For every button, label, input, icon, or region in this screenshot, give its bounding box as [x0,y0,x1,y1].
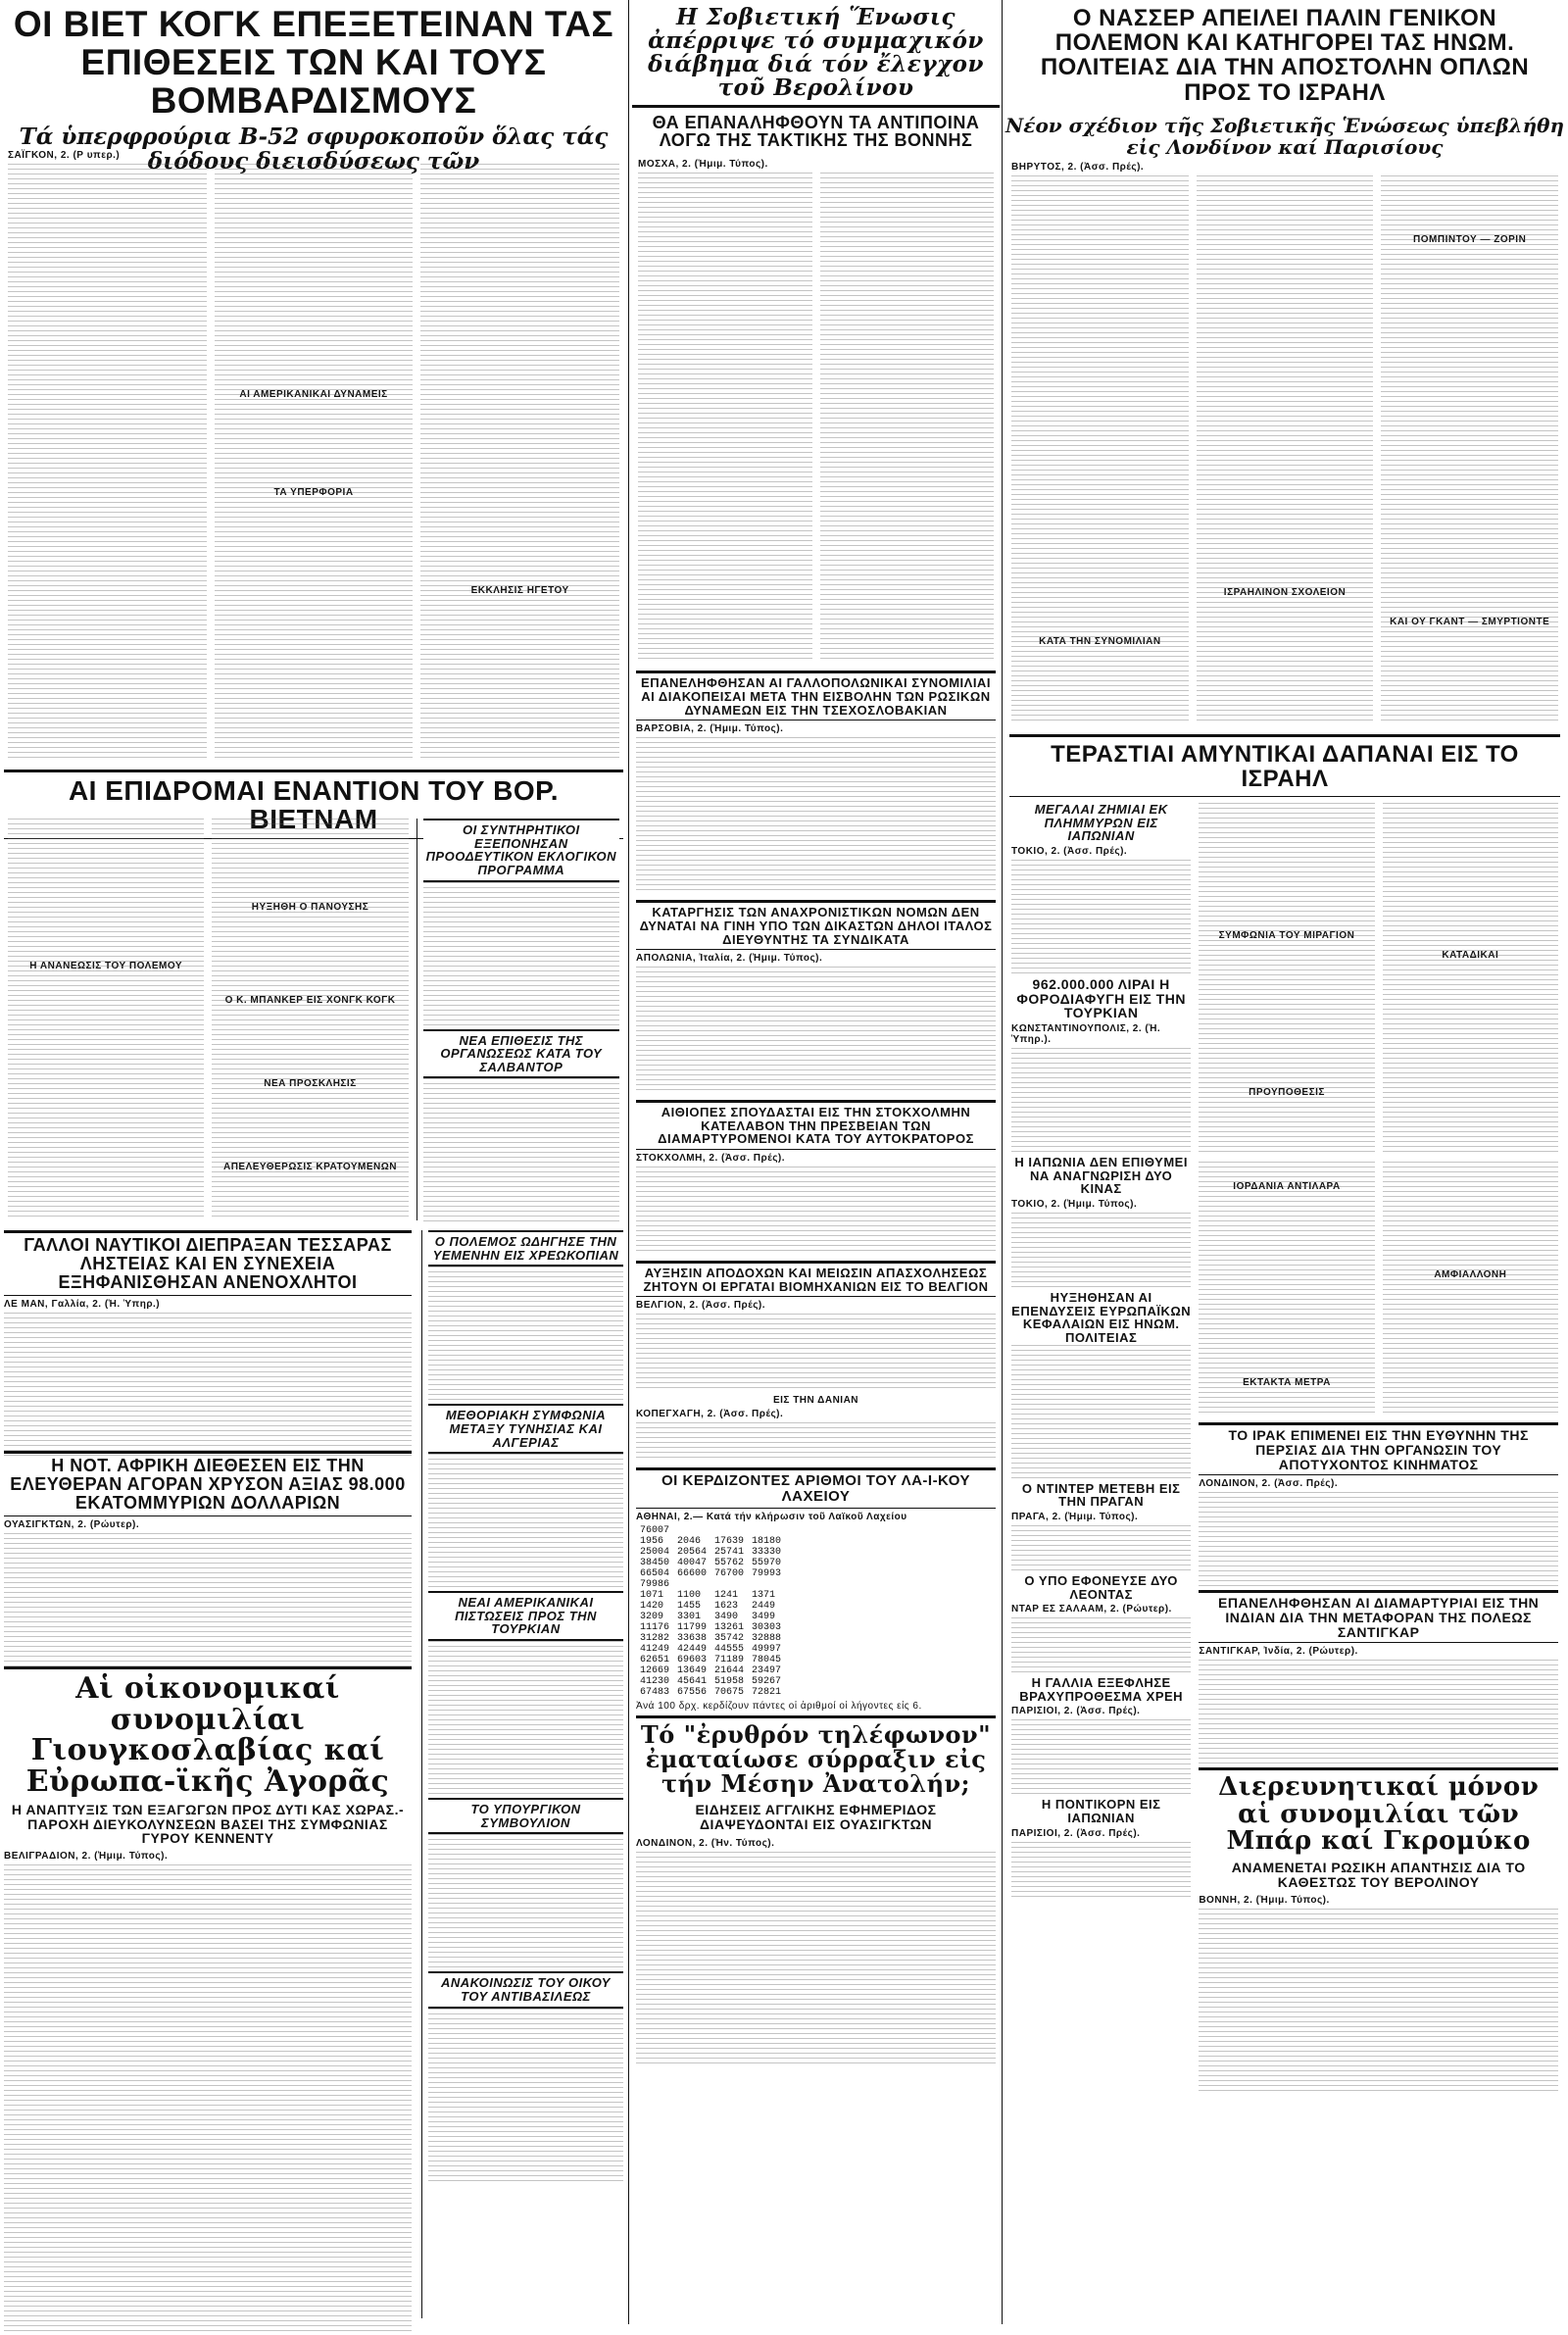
headline-soviet: Η Σοβιετική Ἕνωσις ἀπέρριψε τό συμμαχικόν διάβημα διά τόν ἔλεγχον τοῦ Βερολίνου [648,4,984,102]
headline-santiago: ΕΠΑΝΕΛΗΦΘΗΣΑΝ ΑΙ ΔΙΑΜΑΡΤΥΡΙΑΙ ΕΙΣ ΤΗΝ ΙΝΔΙΑΝ ΔΙΑ ΤΗΝ ΜΕΤΑΦΟΡΑΝ ΤΗΣ ΠΟΛΕΩΣ ΣΑΝΤΙΓΚΑΡ [1218,1595,1540,1640]
headline-france-debt: Η ΓΑΛΛΙΑ ΕΞΕΦΛΗΣΕ ΒΡΑΧΥΠΡΟΘΕΣΜΑ ΧΡΕΗ [1019,1675,1184,1704]
lottery-number: 66600 [677,1567,708,1579]
subhead-yugo: Η ΑΝΑΠΤΥΞΙΣ ΤΩΝ ΕΞΑΓΩΓΩΝ ΠΡΟΣ ΔΥΤΙ ΚΑΣ ΧΩΡΑΣ.- ΠΑΡΟΧΗ ΔΙΕΥΚΟΛΥΝΣΕΩΝ ΒΑΣΕΙ ΤΗΣ ΣΥΜΦΩΝΙΑΣ ΓΥΡΟΥ ΚΕΝΝΕΝΤΥ [11,1802,405,1847]
lottery-number: 25741 [714,1546,745,1558]
lottery-number: 25004 [640,1546,670,1558]
headline-afriki: Η ΝΟΤ. ΑΦΡΙΚΗ ΔΙΕΘΕΣΕΝ ΕΙΣ ΤΗΝ ΕΛΕΥΘΕΡΑΝ ΑΓΟΡΑΝ ΧΡΥΣΟΝ ΑΞΙΑΣ 98.000 ΕΚΑΤΟΜΜΥΡΙΩΝ ΔΟΛΛΑΡΙΩΝ [10,1456,406,1513]
lottery-row [636,1579,785,1590]
section-redphone [632,1715,1000,2067]
lottery-number: 71189 [714,1654,745,1665]
headline-lottery: ΟΙ ΚΕΡΔΙΖΟΝΤΕΣ ΑΡΙΘΜΟΙ ΤΟΥ ΛΑ-Ι-ΚΟΥ ΛΑΧΕΙΟΥ [662,1472,970,1506]
column-left [0,0,627,2324]
label-mirayion: ΣΥΜΦΩΝΙΑ ΤΟΥ ΜΙΡΑΓΙΟΝ [1199,930,1374,941]
lottery-number: 11799 [677,1621,708,1633]
lottery-number: 20564 [677,1546,708,1558]
side-box-3 [428,1230,623,1267]
dateline-redphone: ΛΟΝΔΙΝΟΝ, 2. (Ἡν. Τύπος). [636,1837,775,1849]
headline-lions: Ο ΥΠΟ ΕΦΟΝΕΥΣΕ ΔΥΟ ΛΕΟΝΤΑΣ [1024,1572,1178,1602]
lottery-number: 51958 [714,1675,745,1687]
headline-pontikorn: Η ΠΟΝΤΙΚΟΡΝ ΕΙΣ ΙΑΠΩΝΙΑΝ [1041,1797,1161,1826]
headline-talks: Διερευνητικαί μόνον αἱ συνομιλίαι τῶν Μπάρ καί Γκρομύκο [1218,1772,1540,1856]
dateline-france-debt: ΠΑΡΙΣΙΟΙ, 2. (Ἀσσ. Πρές). [1011,1706,1141,1717]
lottery-number: 21644 [714,1664,745,1676]
section-belgium [632,1261,1000,1462]
dateline-japan-china: ΤΟΚΙΟ, 2. (Ἡμιμ. Τύπος). [1011,1199,1138,1211]
label-mpanker: Ο Κ. ΜΠΑΝΚΕΡ ΕΙΣ ΧΟΝΓΚ ΚΟΓΚ [212,995,408,1006]
lottery-number: 13261 [714,1621,745,1633]
side-box-4 [428,1404,623,1454]
lottery-number: 1420 [640,1600,664,1612]
headline-galloi: ΓΑΛΛΟΙ ΝΑΥΤΙΚΟΙ ΔΙΕΠΡΑΞΑΝ ΤΕΣΣΑΡΑΣ ΛΗΣΤΕΙΑΣ ΚΑΙ ΕΝ ΣΥΝΕΧΕΙΑ ΕΞΗΦΑΝΙΣΘΗΣΑΝ ΑΝΕΝΟΧΛΗΤΟΙ [24,1235,392,1292]
lottery-number: 78045 [752,1654,782,1665]
lottery-footer: Ἀνά 100 δρχ. κερδίζουν πάντες οἱ ἀριθμοί οἱ λήγοντες εἰς 6. [636,1700,922,1712]
section-yugo [4,1666,412,2335]
side-column-briefs [421,1230,623,2318]
lottery-row [636,1612,785,1622]
lottery-number: 13649 [677,1664,708,1676]
lottery-number [710,1525,748,1536]
side-box-1 [423,819,619,882]
label-amphiallosi: ΑΜΦΙΑΛΛΟΝΗ [1383,1269,1558,1280]
headline-iraq: ΤΟ ΙΡΑΚ ΕΠΙΜΕΝΕΙ ΕΙΣ ΤΗΝ ΕΥΘΥΝΗΝ ΤΗΣ ΠΕΡΣΙΑΣ ΔΙΑ ΤΗΝ ΟΡΓΑΝΩΣΙΝ ΤΟΥ ΑΠΟΤΥΧΟΝΤΟΣ ΚΙΝΗΜΑΤΟΣ [1228,1427,1529,1472]
label-americans: ΑΙ ΑΜΕΡΙΚΑΝΙΚΑΙ ΔΥΝΑΜΕΙΣ [215,389,414,400]
lottery-row [636,1568,785,1579]
lottery-number: 40047 [677,1557,708,1568]
lottery-number: 1623 [714,1600,739,1612]
lottery-number: 67556 [677,1686,708,1698]
defense-left-col [1011,803,1191,2094]
lottery-row [636,1665,785,1676]
lottery-number: 66504 [640,1567,670,1579]
column-right [1005,0,1564,2324]
label-ougant: ΚΑΙ ΟΥ ΓΚΑΝΤ — ΣΜΥΡΤΙΟΝΤΕ [1381,617,1558,627]
dateline-vietcong: ΣΑΪΓΚΟΝ, 2. (Ρ υπερ.) [8,150,121,161]
dateline-soviet: ΜΟΣΧΑ, 2. (Ἡμιμ. Τύπος). [638,159,768,171]
lottery-number: 55970 [752,1557,782,1568]
lottery-number: 1071 [640,1589,664,1601]
label-panousis: ΗΥΞΗΘΗ Ο ΠΑΝΟΥΣΗΣ [212,902,408,913]
dateline-lions: ΝΤΑΡ ΕΣ ΣΑΛΑΑΜ, 2. (Ρώυτερ). [1011,1604,1172,1615]
label-syn: ΚΑΤΑ ΤΗΝ ΣΥΝΟΜΙΛΙΑΝ [1011,636,1189,647]
headline-italy: ΚΑΤΑΡΓΗΣΙΣ ΤΩΝ ΑΝΑΧΡΟΝΙΣΤΙΚΩΝ ΝΟΜΩΝ ΔΕΝ ΔΥΝΑΤΑΙ ΝΑ ΓΙΝΗ ΥΠΟ ΤΩΝ ΔΙΚΑΣΤΩΝ ΔΗΛΟΙ ΙΤΑΛΟΣ ΔΙΕΥΘΥΝΤΗΣ ΤΑ ΣΥΝΔΙΚΑΤΑ [639,905,993,947]
lottery-number: 38450 [640,1557,670,1568]
side-label-3: Ο ΠΟΛΕΜΟΣ ΩΔΗΓΗΣΕ ΤΗΝ ΥΕΜΕΝΗΝ ΕΙΣ ΧΡΕΩΚΟΠΙΑΝ [432,1234,619,1263]
lottery-number: 3490 [714,1611,739,1622]
dateline-denmark: ΚΟΠΕΓΧΑΓΗ, 2. (Ἀσσ. Πρές). [636,1409,784,1420]
lottery-number: 32888 [752,1632,782,1644]
lottery-number: 33330 [752,1546,782,1558]
lottery-number: 33638 [677,1632,708,1644]
section-ethiopians [632,1100,1000,1255]
lottery-row [636,1633,785,1644]
lottery-number: 76007 [640,1524,670,1536]
lottery-number [673,1525,710,1536]
headline-ethiopians: ΑΙΘΙΟΠΕΣ ΣΠΟΥΔΑΣΤΑΙ ΕΙΣ ΤΗΝ ΣΤΟΚΧΟΛΜΗΝ ΚΑΤΕΛΑΒΟΝ ΤΗΝ ΠΡΕΣΒΕΙΑΝ ΤΩΝ ΔΙΑΜΑΡΤΥΡΟΜΕΝΟΙ ΚΑΤΑ ΤΟΥ ΑΥΤΟΚΡΑΤΟΡΟΣ [658,1105,974,1147]
dateline-gallopolish: ΒΑΡΣΟΒΙΑ, 2. (Ἡμιμ. Τύπος). [636,723,784,735]
label-jordan: ΙΟΡΔΑΝΙΑ ΑΝΤΙΛΑΡΑ [1199,1181,1374,1192]
headline-turkey: 962.000.000 ΛΙΡΑΙ Η ΦΟΡΟΔΙΑΦΥΓΗ ΕΙΣ ΤΗΝ ΤΟΥΡΚΙΑΝ [1016,976,1186,1021]
headline-gallopolish: ΕΠΑΝΕΛΗΦΘΗΣΑΝ ΑΙ ΓΑΛΛΟΠΟΛΩΝΙΚΑΙ ΣΥΝΟΜΙΛΙΑΙ ΑΙ ΔΙΑΚΟΠΕΙΣΑΙ ΜΕΤΑ ΤΗΝ ΕΙΣΒΟΛΗΝ ΤΩΝ ΡΩΣΙΚΩΝ ΔΥΝΑΜΕΩΝ ΕΙΣ ΤΗΝ ΤΣΕΧΟΣΛΟΒΑΚΙΑΝ [641,675,991,718]
dateline-talks: ΒΟΝΝΗ, 2. (Ἡμιμ. Τύπος). [1199,1894,1330,1906]
lottery-number: 79986 [640,1578,670,1590]
dateline-nasser: ΒΗΡΥΤΟΣ, 2. (Ἀσσ. Πρές). [1011,161,1145,173]
headline-yugo: Αἱ οἰκονομικαί συνομιλίαι Γιουγκοσλαβίας καί Εὐρωπα-ϊκῆς Ἀγορᾶς [25,1671,390,1799]
dateline-turkey: ΚΩΝΣΤΑΝΤΙΝΟΥΠΟΛΙΣ, 2. (Ἡ. Ὑπηρ.). [1011,1023,1161,1046]
side-box-7 [428,1971,623,2008]
side-box-5 [428,1591,623,1641]
lottery-number: 1371 [752,1589,776,1601]
label-pompidou: ΠΟΜΠΙΝΤΟΥ — ΖΟΡΙΝ [1381,234,1558,245]
lottery-number: 67483 [640,1686,670,1698]
lottery-number: 2046 [677,1535,702,1547]
section-lottery [632,1467,1000,1712]
dateline-pontikorn: ΠΑΡΙΣΙΟΙ, 2. (Ἀσσ. Πρές). [1011,1827,1141,1839]
lottery-number: 11176 [640,1621,670,1633]
label-israel-school: ΙΣΡΑΗΛΙΝΟΝ ΣΧΟΛΕΙΟΝ [1197,587,1374,598]
section-italy [632,900,1000,1094]
label-katadiki: ΚΑΤΑΔΙΚΑΙ [1383,950,1558,961]
headline-dinter: Ο ΝΤΙΝΤΕΡ ΜΕΤΕΒΗ ΕΙΣ ΤΗΝ ΠΡΑΓΑΝ [1021,1480,1181,1510]
lottery-number: 42449 [677,1643,708,1655]
dateline-belgium: ΒΕΛΓΙΟΝ, 2. (Ἀσσ. Πρές). [636,1300,766,1312]
lottery-row [636,1622,785,1633]
label-apeleutheroseis: ΑΠΕΛΕΥΘΕΡΩΣΙΣ ΚΡΑΤΟΥΜΕΝΩΝ [212,1162,408,1172]
column-middle [632,0,1000,2324]
headline-japan-losses: ΜΕΓΑΛΑΙ ΖΗΜΙΑΙ ΕΚ ΠΛΗΜΜΥΡΩΝ ΕΙΣ ΙΑΠΩΝΙΑΝ [1034,802,1168,844]
lottery-number: 35742 [714,1632,745,1644]
article-vietcong-body [8,147,619,765]
lottery-number: 76700 [714,1567,745,1579]
headline-invest: ΗΥΞΗΘΗΣΑΝ ΑΙ ΕΠΕΝΔΥΣΕΙΣ ΕΥΡΩΠΑΪΚΩΝ ΚΕΦΑΛΑΙΩΝ ΕΙΣ ΗΝΩΜ. ΠΟΛΙΤΕΙΑΣ [1011,1290,1192,1345]
headline-vietcong-subhead: Τά ὑπερφρούρια Β-52 σφυροκοποῦν ὅλας τάς διόδους διεισδύσεως τῶν [19,123,609,174]
lottery-number: 17639 [714,1535,745,1547]
column-divider-2 [1002,0,1003,2324]
lottery-row [636,1547,785,1558]
defense-right-col [1199,803,1558,2094]
side-label-7: ΑΝΑΚΟΙΝΩΣΙΣ ΤΟΥ ΟΙΚΟΥ ΤΟΥ ΑΝΤΙΒΑΣΙΛΕΩΣ [441,1975,611,2005]
lottery-number: 3301 [677,1611,702,1622]
lottery-number: 1455 [677,1600,702,1612]
lottery-number: 44555 [714,1643,745,1655]
lottery-number: 70675 [714,1686,745,1698]
lottery-number [673,1579,710,1590]
lottery-table [636,1525,785,1698]
lottery-number: 49997 [752,1643,782,1655]
side-label-6: ΤΟ ΥΠΟΥΡΓΙΚΟΝ ΣΥΜΒΟΥΛΙΟΝ [470,1802,581,1830]
lottery-number: 2449 [752,1600,776,1612]
lottery-number: 59267 [752,1675,782,1687]
dateline-italy: ΑΠΟΛΩΝΙΑ, Ἰταλία, 2. (Ἡμιμ. Τύπος). [636,953,823,965]
label-extakta: ΕΚΤΑΚΤΑ ΜΕΤΡΑ [1199,1377,1374,1388]
label-prosklisis: ΝΕΑ ΠΡΟΣΚΛΗΣΙΣ [212,1078,408,1089]
headline-redphone: Τό "ἐρυθρόν τηλέφωνον" ἐματαίωσε σύρραξιν εἰς τήν Μέσην Ἀνατολήν; [640,1719,992,1799]
label-protomagia: ΠΡΟΥΠΟΘΕΣΙΣ [1199,1087,1374,1098]
lottery-row [636,1590,785,1601]
lottery-number [748,1579,785,1590]
dateline-yugo: ΒΕΛΙΓΡΑΔΙΟΝ, 2. (Ἡμιμ. Τύπος). [4,1851,169,1863]
lottery-number: 45641 [677,1675,708,1687]
dateline-dinter: ΠΡΑΓΑ, 2. (Ἡμιμ. Τύπος). [1011,1511,1139,1522]
lottery-number: 1241 [714,1589,739,1601]
side-label-2: ΝΕΑ ΕΠΙΘΕΣΙΣ ΤΗΣ ΟΡΓΑΝΩΣΕΩΣ ΚΑΤΑ ΤΟΥ ΣΑΛΒΑΝΤΟΡ [440,1032,603,1074]
section-galloi [4,1230,412,1460]
lottery-number: 41230 [640,1675,670,1687]
label-ypourgeio: ΤΑ ΥΠΕΡΦΟΡΙΑ [215,487,414,498]
side-label-4: ΜΕΘΟΡΙΑΚΗ ΣΥΜΦΩΝΙΑ ΜΕΤΑΞΥ ΤΥΝΗΣΙΑΣ ΚΑΙ ΑΛΓΕΡΙΑΣ [445,1408,607,1450]
lottery-row [636,1655,785,1665]
headline-japan-china: Η ΙΑΠΩΝΙΑ ΔΕΝ ΕΠΙΘΥΜΕΙ ΝΑ ΑΝΑΓΝΩΡΙΣΗ ΔΥΟ ΚΙΝΑΣ [1014,1155,1188,1197]
headline-airraids: ΑΙ ΕΠΙΔΡΟΜΑΙ ΕΝΑΝΤΙΟΝ ΤΟΥ ΒΟΡ. ΒΙΕΤΝΑΜ [68,775,560,835]
lottery-number: 62651 [640,1654,670,1665]
lottery-intro: ΑΘΗΝΑΙ, 2.— Κατά τήν κλήρωσιν τοῦ Λαϊκοῦ Λαχείου [636,1511,907,1522]
dateline-afriki: ΟΥΑΣΙΓΚΤΩΝ, 2. (Ρώυτερ). [4,1518,140,1530]
lottery-number: 30303 [752,1621,782,1633]
subhead-soviet: ΘΑ ΕΠΑΝΑΛΗΦΘΟΥΝ ΤΑ ΑΝΤΙΠΟΙΝΑ ΛΟΓΩ ΤΗΣ ΤΑΚΤΙΚΗΣ ΤΗΣ ΒΟΝΝΗΣ [652,112,980,151]
headline-vietcong-title: ΟΙ ΒΙΕΤ ΚΟΓΚ ΕΠΕΞΕΤΕΙΝΑΝ ΤΑΣ ΕΠΙΘΕΣΕΙΣ ΤΩΝ ΚΑΙ ΤΟΥΣ ΒΟΜΒΑΡΔΙΣΜΟΥΣ [13,4,614,121]
dateline-ethiopians: ΣΤΟΚΧΟΛΜΗ, 2. (Ἀσσ. Πρές). [636,1153,786,1165]
article-airraids-body [8,819,619,1220]
lottery-number [710,1579,748,1590]
lottery-row [636,1525,785,1536]
lottery-number: 41249 [640,1643,670,1655]
lottery-number: 3209 [640,1611,664,1622]
dateline-iraq: ΛΟΝΔΙΝΟΝ, 2. (Ἀσσ. Πρές). [1199,1478,1339,1490]
lottery-number: 12669 [640,1664,670,1676]
side-label-5: ΝΕΑΙ ΑΜΕΡΙΚΑΝΙΚΑΙ ΠΙΣΤΩΣΕΙΣ ΠΡΟΣ ΤΗΝ ΤΟΥΡΚΙΑΝ [455,1595,597,1637]
defense-row [1005,797,1564,2094]
lottery-number: 23497 [752,1664,782,1676]
lottery-number: 3499 [752,1611,776,1622]
lottery-number: 1100 [677,1589,702,1601]
lottery-number [748,1525,785,1536]
dateline-santiago: ΣΑΝΤΙΓΚΑΡ, Ἰνδία, 2. (Ρώυτερ). [1199,1646,1358,1658]
subhead-nasser: Νέον σχέδιον τῆς Σοβιετικῆς Ἑνώσεως ὑπεβλήθη εἰς Λονδίνον καί Παρισίους [1005,113,1564,159]
lottery-row [636,1601,785,1612]
section-gallopolish [632,671,1000,894]
label-nyx: ΕΚΚΛΗΣΙΣ ΗΓΕΤΟΥ [420,585,619,596]
side-box-2 [423,1029,619,1079]
lottery-row [636,1644,785,1655]
lottery-row [636,1687,785,1698]
side-label-1: ΟΙ ΣΥΝΤΗΡΗΤΙΚΟΙ ΕΞΕΠΟΝΗΣΑΝ ΠΡΟΟΔΕΥΤΙΚΟΝ ΕΚΛΟΓΙΚΟΝ ΠΡΟΓΡΑΜΜΑ [425,822,617,877]
headline-nasser: Ο ΝΑΣΣΕΡ ΑΠΕΙΛΕΙ ΠΑΛΙΝ ΓΕΝΙΚΟΝ ΠΟΛΕΜΟΝ ΚΑΙ ΚΑΤΗΓΟΡΕΙ ΤΑΣ ΗΝΩΜ. ΠΟΛΙΤΕΙΑΣ ΔΙΑ ΤΗΝ ΑΠΟΣΤΟΛΗΝ ΟΠΛΩΝ ΠΡΟΣ ΤΟ ΙΣΡΑΗΛ [1040,5,1530,106]
dateline-japan-losses: ΤΟΚΙΟ, 2. (Ἀσσ. Πρές). [1011,846,1128,858]
lottery-row [636,1676,785,1687]
headline-defense: ΤΕΡΑΣΤΙΑΙ ΑΜΥΝΤΙΚΑΙ ΔΑΠΑΝΑΙ ΕΙΣ ΤΟ ΙΣΡΑΗΛ [1051,740,1519,792]
lottery-number: 72821 [752,1686,782,1698]
lottery-row [636,1558,785,1568]
lottery-number: 1956 [640,1535,664,1547]
section-defense [1005,734,1564,797]
subhead-redphone: ΕΙΔΗΣΕΙΣ ΑΓΓΛΙΚΗΣ ΕΦΗΜΕΡΙΔΟΣ ΔΙΑΨΕΥΔΟΝΤΑΙ ΕΙΣ ΟΥΑΣΙΓΚΤΩΝ [695,1802,937,1833]
lottery-number: 18180 [752,1535,782,1547]
lottery-number: 55762 [714,1557,745,1568]
lottery-number: 79993 [752,1567,782,1579]
headline-belgium: ΑΥΞΗΣΙΝ ΑΠΟΔΟΧΩΝ ΚΑΙ ΜΕΙΩΣΙΝ ΑΠΑΣΧΟΛΗΣΕΩΣ ΖΗΤΟΥΝ ΟΙ ΕΡΓΑΤΑΙ ΒΙΟΜΗΧΑΝΙΩΝ ΕΙΣ ΤΟ ΒΕΛΓΙΟΝ [643,1266,989,1294]
dateline-galloi: ΛΕ ΜΑΝ, Γαλλία, 2. (Ἡ. Ὑπηρ.) [4,1298,161,1310]
column-divider-1 [628,0,629,2324]
label-ypoleipsei: Η ΑΝΑΝΕΩΣΙΣ ΤΟΥ ΠΟΛΕΜΟΥ [8,961,204,971]
side-box-6 [428,1798,623,1834]
subhead-talks: ΑΝΑΜΕΝΕΤΑΙ ΡΩΣΙΚΗ ΑΠΑΝΤΗΣΙΣ ΔΙΑ ΤΟ ΚΑΘΕΣΤΩΣ ΤΟΥ ΒΕΡΟΛΙΝΟΥ [1231,1860,1526,1890]
lottery-row [636,1536,785,1547]
label-denmark: ΕΙΣ ΤΗΝ ΔΑΝΙΑΝ [772,1395,859,1407]
section-afriki [4,1451,412,1670]
lottery-number: 31282 [640,1632,670,1644]
lottery-number: 69603 [677,1654,708,1665]
